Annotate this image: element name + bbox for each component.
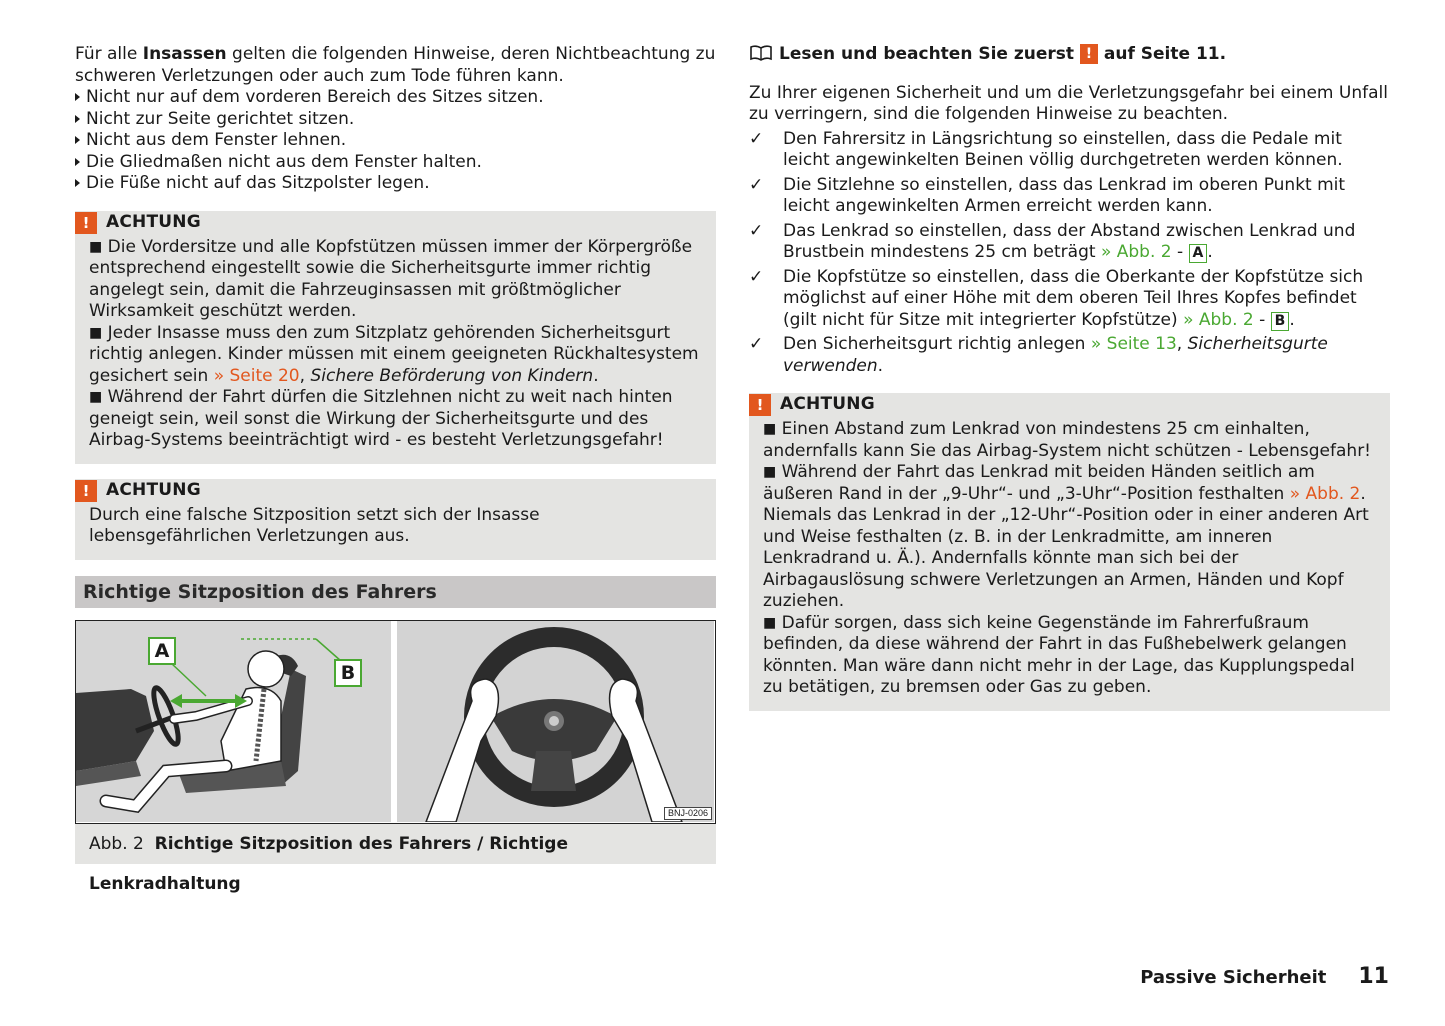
intro-paragraph: Zu Ihrer eigenen Sicherheit und um die Verletzungsgefahr bei einem Unfall zu verringern, sind die folgenden Hinweise zu beachten. xyxy=(749,82,1388,124)
figure-link[interactable]: » Abb. 2 xyxy=(1100,242,1172,262)
label-a: A xyxy=(1189,244,1208,263)
warning-icon: ! xyxy=(75,480,97,502)
page-number: 11 xyxy=(1358,963,1389,989)
list-item: ✓ Den Sicherheitsgurt richtig anlegen » Seite 13, Sicherheitsgurte verwenden. xyxy=(749,334,1328,376)
left-column xyxy=(75,44,716,894)
right-column xyxy=(749,44,1390,711)
checkmark-icon: ✓ xyxy=(749,334,764,354)
image-code: BNJ-0206 xyxy=(664,807,712,820)
warning-paragraph: ■ Die Vordersitze und alle Kopfstützen müssen immer der Körpergröße entsprechend eingestellt sowie die Sicherheitsgurte immer richtig angelegt sein, damit die Fahrzeuginsassen mit größtmöglicher Wirksamkeit geschützt werden. xyxy=(89,236,693,321)
page-link[interactable]: » Seite 20 xyxy=(213,365,300,386)
triangle-bullet-icon xyxy=(75,93,80,101)
read-first-line: Lesen und beachten Sie zuerst ! auf Seite 11. xyxy=(749,44,1390,66)
checkmark-icon: ✓ xyxy=(749,266,764,287)
page-ref: auf Seite 11. xyxy=(1103,44,1227,64)
caption-label: Abb. 2 xyxy=(89,833,144,854)
list-item: Die Gliedmaßen nicht aus dem Fenster halten. xyxy=(75,152,716,174)
checkmark-icon: ✓ xyxy=(749,174,764,195)
warning-paragraph: Durch eine falsche Sitzposition setzt sich der Insasse lebensgefährlichen Verletzungen aus. xyxy=(89,504,540,546)
warning-header xyxy=(75,211,702,235)
figure-image xyxy=(75,620,716,824)
warning-paragraph: ■ Einen Abstand zum Lenkrad von mindestens 25 cm einhalten, andernfalls kann Sie das Airbag-System nicht schützen - Lebensgefahr! xyxy=(763,419,1371,461)
footer-title: Passive Sicherheit xyxy=(1140,966,1327,988)
warning-title: ACHTUNG xyxy=(106,479,201,500)
list-item: Die Füße nicht auf das Sitzpolster legen. xyxy=(75,173,716,195)
list-item: ✓ Die Sitzlehne so einstellen, dass das Lenkrad im oberen Punkt mit leicht angewinkelten Armen erreicht werden kann. xyxy=(749,174,1346,216)
triangle-bullet-icon xyxy=(75,136,80,144)
page-footer xyxy=(1140,963,1389,989)
label-b: B xyxy=(1271,312,1290,331)
warning-icon: ! xyxy=(75,212,97,234)
warning-box xyxy=(749,393,1390,711)
figure-caption xyxy=(75,824,716,894)
section-heading: Richtige Sitzposition des Fahrers xyxy=(75,576,716,608)
warning-title: ACHTUNG xyxy=(780,394,875,415)
book-icon xyxy=(749,45,773,61)
callout-a: A xyxy=(148,637,176,665)
caption-text: Richtige Sitzposition des Fahrers / Richtige Lenkradhaltung xyxy=(89,833,569,894)
figure-link[interactable]: » Abb. 2 xyxy=(1183,309,1254,330)
warning-icon: ! xyxy=(1080,44,1098,64)
list-item: Nicht nur auf dem vorderen Bereich des Sitzes sitzen. xyxy=(75,87,716,109)
warning-box xyxy=(75,211,716,464)
warning-box xyxy=(75,479,716,560)
warning-title: ACHTUNG xyxy=(106,211,201,232)
figure-link[interactable]: » Abb. 2 xyxy=(1289,483,1361,504)
warning-paragraph: ■ Dafür sorgen, dass sich keine Gegenstände im Fahrerfußraum befinden, da diese während der Fahrt in das Fußhebelwerk gelangen könnten. Man wäre dann nicht mehr in der Lage, das Kupplungspedal zu betätigen, zu bremsen oder Gas zu geben. xyxy=(763,612,1355,697)
intro-paragraph: Für alle Insassen gelten die folgenden Hinweise, deren Nichtbeachtung zu schweren Verletzungen oder auch zum Tode führen kann. xyxy=(75,44,716,86)
checkmark-icon: ✓ xyxy=(749,128,764,149)
list-item: Nicht zur Seite gerichtet sitzen. xyxy=(75,109,716,131)
warning-paragraph: ■ Jeder Insasse muss den zum Sitzplatz gehörenden Sicherheitsgurt richtig anlegen. Kinder müssen mit einem geeigneten Rückhaltesystem gesichert sein » Seite 20, Sichere Beförderung von Kindern. xyxy=(89,322,699,386)
triangle-bullet-icon xyxy=(75,179,80,187)
triangle-bullet-icon xyxy=(75,158,80,166)
warning-header xyxy=(75,479,702,503)
list-item: ✓ Die Kopfstütze so einstellen, dass die Oberkante der Kopfstütze sich möglichst auf einer Höhe mit dem oberen Teil Ihres Kopfes befindet (gilt nicht für Sitze mit integrierter Kopfstütze) » Abb. 2 - B . xyxy=(749,266,1364,330)
bullet-list xyxy=(75,87,716,195)
list-item: ✓ Das Lenkrad so einstellen, dass der Abstand zwischen Lenkrad und Brustbein mindestens 25 cm beträgt » Abb. 2 - A . xyxy=(749,220,1356,262)
callout-b: B xyxy=(334,659,362,687)
warning-paragraph: ■ Während der Fahrt das Lenkrad mit beiden Händen seitlich am äußeren Rand in der „9-Uhr“- und „3-Uhr“-Position festhalten » Abb. 2. Niemals das Lenkrad in der „12-Uhr“-Position oder in einer anderen Art und Weise festhalten (z. B. in der Lenkradmitte, am inneren Lenkradrand u. Ä.). Andernfalls könnte man sich bei der Airbagauslösung schwere Verletzungen an Armen, Händen und Kopf zuziehen. xyxy=(763,462,1369,611)
warning-header xyxy=(749,393,1376,417)
list-item: ✓ Den Fahrersitz in Längsrichtung so einstellen, dass die Pedale mit leicht angewinkelten Beinen völlig durchgetreten werden können. xyxy=(749,128,1343,170)
warning-icon: ! xyxy=(749,394,771,416)
checkmark-icon: ✓ xyxy=(749,220,764,241)
page-link[interactable]: » Seite 13 xyxy=(1090,334,1177,354)
list-item: Nicht aus dem Fenster lehnen. xyxy=(75,130,716,152)
triangle-bullet-icon xyxy=(75,115,80,123)
warning-paragraph: ■ Während der Fahrt dürfen die Sitzlehnen nicht zu weit nach hinten geneigt sein, weil sonst die Wirkung der Sicherheitsgurte und des Airbag-Systems beeinträchtigt wird - es besteht Verletzungsgefahr! xyxy=(89,387,673,450)
